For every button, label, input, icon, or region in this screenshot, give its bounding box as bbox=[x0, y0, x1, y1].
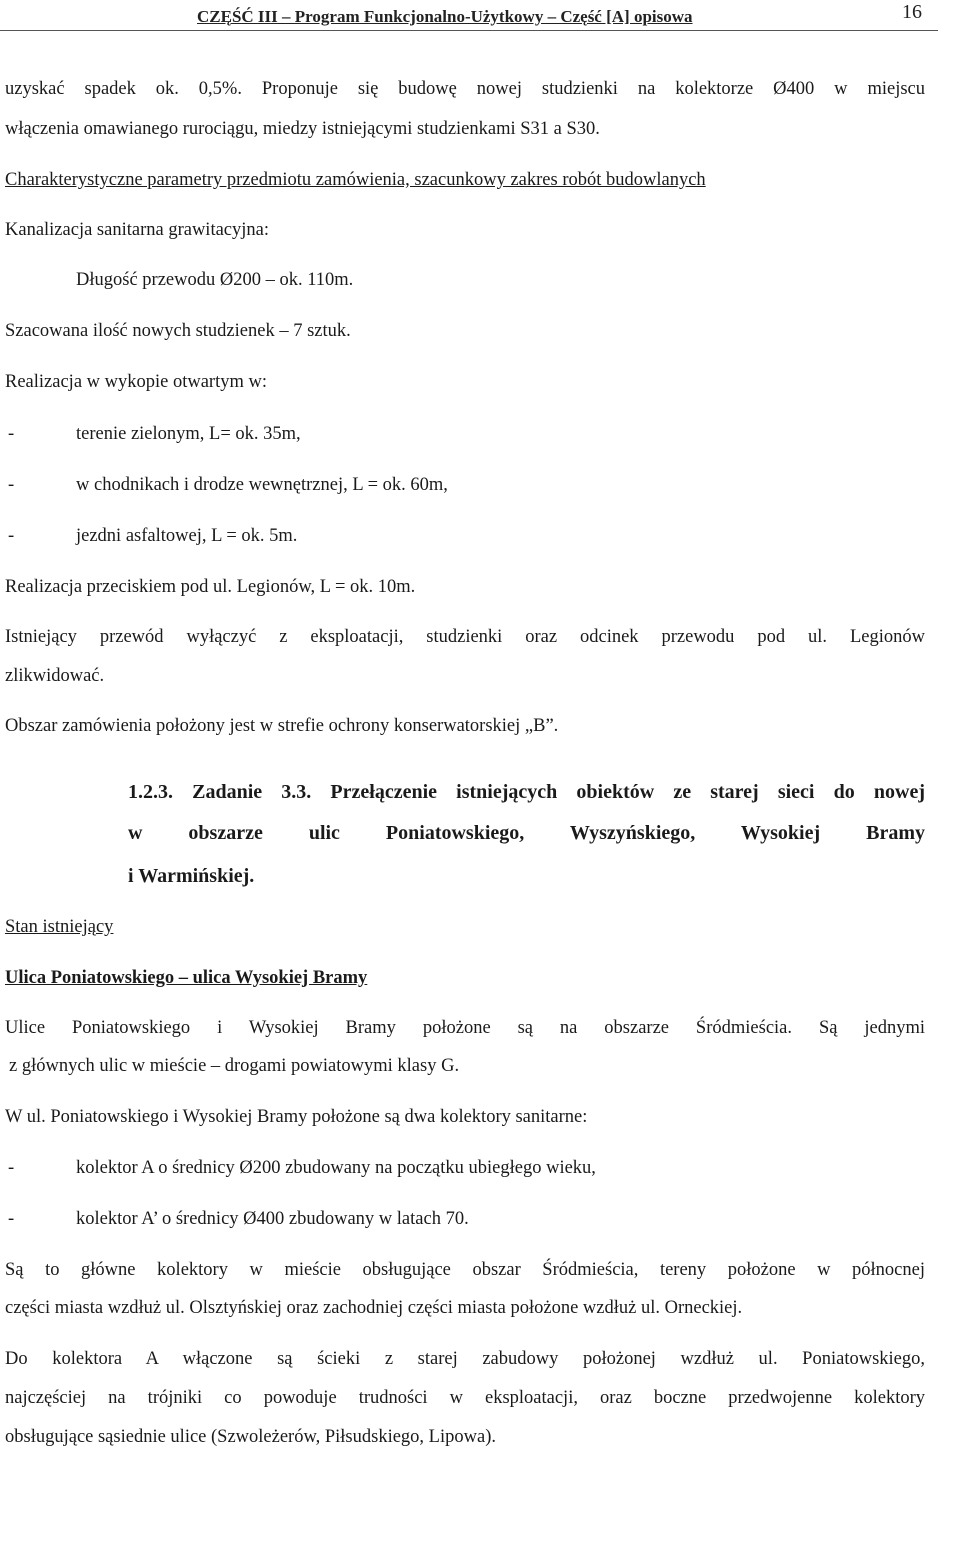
paragraph-line: Realizacja w wykopie otwartym w: bbox=[5, 372, 267, 392]
paragraph-line: Długość przewodu Ø200 – ok. 110m. bbox=[76, 270, 354, 290]
section-heading: Charakterystyczne parametry przedmiotu zamówienia, szacunkowy zakres robót budowlanych bbox=[5, 170, 706, 190]
paragraph-line: uzyskać spadek ok. 0,5%. Proponuje się budowę nowej studzienki na kolektorze Ø400 w miejscu bbox=[5, 79, 925, 99]
list-item: terenie zielonym, L= ok. 35m, bbox=[76, 424, 301, 444]
list-item: w chodnikach i drodze wewnętrznej, L = ok. 60m, bbox=[76, 475, 448, 495]
paragraph-line: W ul. Poniatowskiego i Wysokiej Bramy położone są dwa kolektory sanitarne: bbox=[5, 1107, 588, 1127]
paragraph-line: najczęściej na trójniki co powoduje trudności w eksploatacji, oraz boczne przedwojenne kolektory bbox=[5, 1388, 925, 1408]
subsection-heading: Stan istniejący bbox=[5, 917, 114, 937]
paragraph-line: Ulice Poniatowskiego i Wysokiej Bramy położone są na obszarze Śródmieścia. Są jednymi bbox=[5, 1018, 925, 1038]
list-item: kolektor A o średnicy Ø200 zbudowany na początku ubiegłego wieku, bbox=[76, 1158, 596, 1178]
paragraph-line: Szacowana ilość nowych studzienek – 7 sztuk. bbox=[5, 321, 351, 341]
paragraph-line: z głównych ulic w mieście – drogami powiatowymi klasy G. bbox=[9, 1056, 460, 1076]
bullet-dash: - bbox=[8, 424, 15, 444]
paragraph-line: zlikwidować. bbox=[5, 666, 105, 686]
subsection-heading: Ulica Poniatowskiego – ulica Wysokiej Bramy bbox=[5, 968, 368, 988]
paragraph-line: Istniejący przewód wyłączyć z eksploatacji, studzienki oraz odcinek przewodu pod ul. Legionów bbox=[5, 627, 925, 647]
task-heading: 1.2.3. Zadanie 3.3. Przełączenie istniejących obiektów ze starej sieci do nowej bbox=[128, 781, 925, 803]
paragraph-line: obsługujące sąsiednie ulice (Szwoleżerów, Piłsudskiego, Lipowa). bbox=[5, 1427, 496, 1447]
paragraph-line: Do kolektora A włączone są ścieki z starej zabudowy położonej wzdłuż ul. Poniatowskiego, bbox=[5, 1349, 925, 1369]
page-number: 16 bbox=[902, 1, 922, 23]
paragraph-line: Obszar zamówienia położony jest w strefie ochrony konserwatorskiej „B”. bbox=[5, 716, 559, 736]
paragraph-line: Są to główne kolektory w mieście obsługujące obszar Śródmieścia, tereny położone w północnej bbox=[5, 1260, 925, 1280]
task-heading: w obszarze ulic Poniatowskiego, Wyszyńskiego, Wysokiej Bramy bbox=[128, 822, 925, 844]
paragraph-line: części miasta wzdłuż ul. Olsztyńskiej oraz zachodniej części miasta położone wzdłuż ul. Orneckiej. bbox=[5, 1298, 743, 1318]
paragraph-line: włączenia omawianego rurociągu, miedzy istniejącymi studzienkami S31 a S30. bbox=[5, 119, 600, 139]
bullet-dash: - bbox=[8, 1158, 15, 1178]
bullet-dash: - bbox=[8, 526, 15, 546]
list-item: kolektor A’ o średnicy Ø400 zbudowany w latach 70. bbox=[76, 1209, 469, 1229]
paragraph-line: Realizacja przeciskiem pod ul. Legionów, L = ok. 10m. bbox=[5, 577, 416, 597]
bullet-dash: - bbox=[8, 1209, 15, 1229]
task-heading: i Warmińskiej. bbox=[128, 865, 255, 887]
page-header bbox=[0, 0, 938, 31]
paragraph-line: Kanalizacja sanitarna grawitacyjna: bbox=[5, 220, 269, 240]
bullet-dash: - bbox=[8, 475, 15, 495]
list-item: jezdni asfaltowej, L = ok. 5m. bbox=[76, 526, 298, 546]
header-title: CZĘŚĆ III – Program Funkcjonalno-Użytkowy – Część [A] opisowa bbox=[197, 7, 693, 26]
